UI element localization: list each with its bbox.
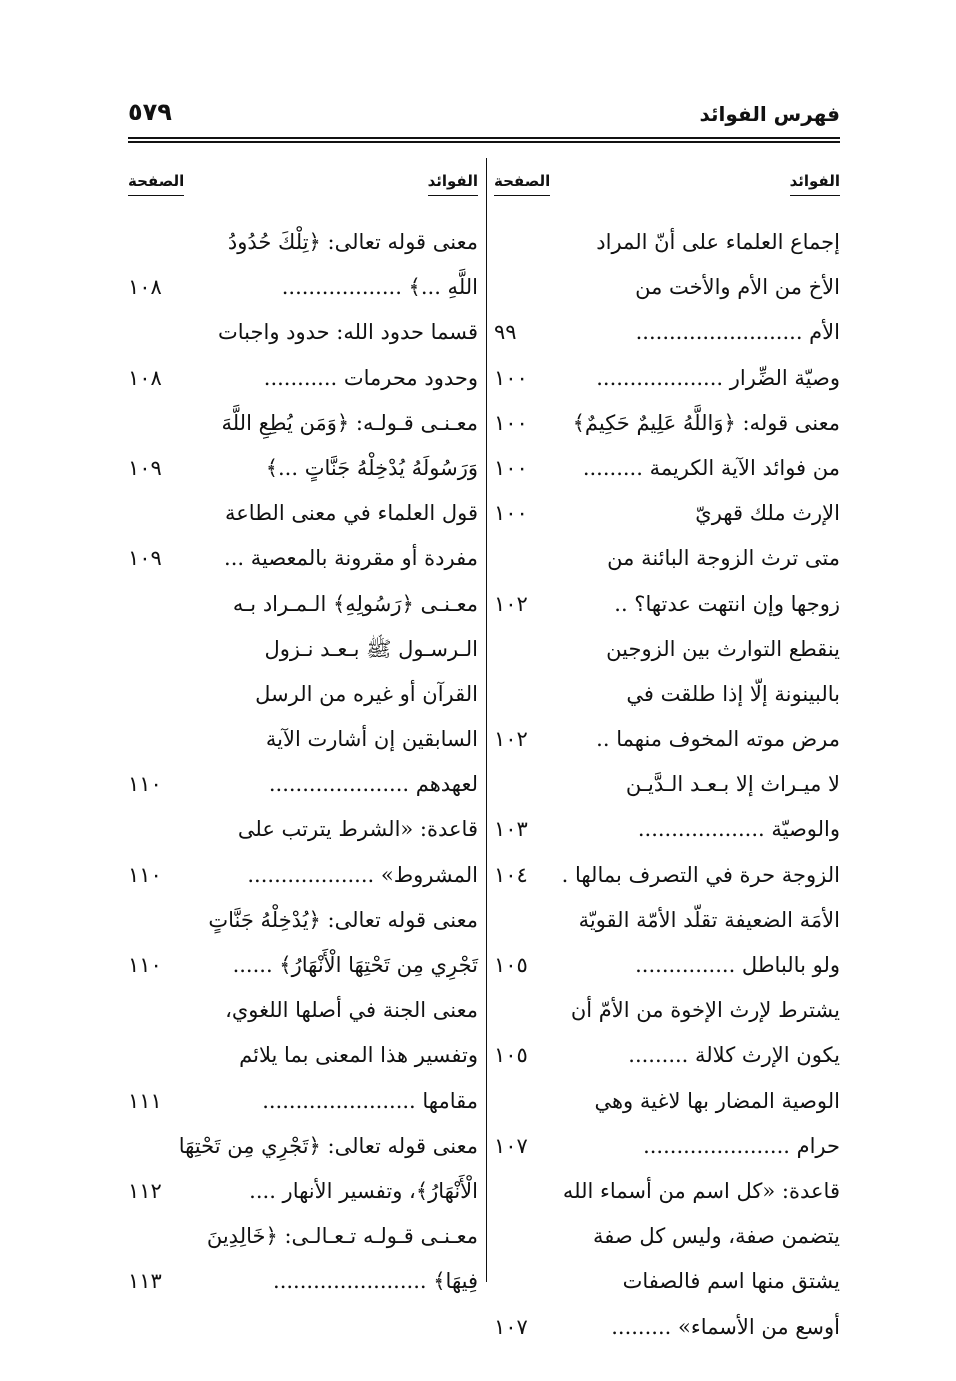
index-line (494, 898, 840, 943)
heading-topics: الفوائد (790, 172, 840, 196)
entry-text: الوصية المضار بها لاغية وهي (594, 1088, 840, 1113)
entry-text: حرام ...................... (643, 1133, 840, 1158)
entry-text: فِيهَا﴾ ....................... (273, 1269, 478, 1294)
entry-text: قاعدة: «كل اسم من أسماء الله (562, 1178, 840, 1203)
index-line (128, 446, 478, 491)
index-column-left (128, 166, 478, 1294)
entry-text: زوجها وإن انتهت عدتها؟ .. (614, 591, 840, 616)
entry-text: وحدود محرمات ........... (263, 365, 478, 390)
entry-page-number: ١١٢ (128, 1178, 162, 1203)
index-line (494, 401, 840, 446)
entry-text: يكون الإرث كلالة ......... (628, 1043, 840, 1068)
index-line (128, 582, 478, 627)
entry-text: مقامها ....................... (262, 1088, 478, 1113)
index-line (494, 717, 840, 762)
entry-text: قول العلماء في معنى الطاعة (225, 501, 478, 526)
entry-text: وَرَسُولَهُ يُدْخِلْهُ جَنَّاتٍ ...﴾ (265, 455, 478, 480)
index-column-right (494, 166, 840, 1339)
index-line (128, 265, 478, 310)
entry-page-number: ١٠٤ (494, 862, 528, 887)
entry-text: لعهدهم ..................... (268, 772, 478, 797)
index-line (128, 220, 478, 265)
entry-page-number: ١٠٥ (494, 1043, 528, 1068)
index-line (494, 491, 840, 536)
entry-text: ينقطع التوارث بين الزوجين (606, 636, 840, 661)
entry-page-number: ١١١ (128, 1088, 162, 1113)
index-line (494, 807, 840, 852)
entry-page-number: ١٠٢ (494, 727, 528, 752)
index-line (494, 1169, 840, 1214)
index-line (128, 762, 478, 807)
heading-page: الصفحة (128, 172, 184, 196)
entry-text: السابقين إن أشارت الآية (265, 727, 478, 752)
index-line (128, 310, 478, 355)
index-line (128, 1169, 478, 1214)
index-line (494, 1033, 840, 1078)
entry-text: الإرث ملك قهريّ (695, 501, 840, 526)
entry-text: قاعدة: «الشرط يترتب على (237, 817, 478, 842)
index-line (128, 1214, 478, 1259)
entry-text: متى ترث الزوجة البائنة من (607, 546, 840, 571)
entry-text: الأم ......................... (635, 320, 840, 345)
entry-text: مفردة أو مقرونة بالمعصية ... (224, 546, 478, 571)
page-title: فهرس الفوائد (699, 102, 840, 126)
index-line (128, 988, 478, 1033)
entry-text: معنى الجنة في أصلها اللغوي، (225, 998, 478, 1023)
entry-page-number: ١١٠ (128, 862, 162, 887)
entry-text: أوسع من الأسماء» ......... (611, 1314, 840, 1339)
heading-page: الصفحة (494, 172, 550, 196)
column-heading (128, 166, 478, 204)
entry-text: القرآن أو غيره من الرسل (255, 681, 478, 706)
entry-text: وصيّة الضِّرار ................... (596, 365, 840, 390)
entry-text: الأمَة الضعيفة تقلّد الأمّة القويّة (578, 907, 840, 932)
entry-page-number: ١١٣ (128, 1269, 162, 1294)
index-line (128, 898, 478, 943)
index-line (494, 762, 840, 807)
page-header (128, 98, 840, 132)
index-line (494, 1124, 840, 1169)
header-rule-top (128, 137, 840, 139)
page-number: ٥٧٩ (128, 98, 172, 126)
entry-page-number: ١٠٠ (494, 455, 528, 480)
entry-text: وتفسير هذا المعنى بما يلائم (239, 1043, 478, 1068)
index-entries (494, 220, 840, 1350)
entry-text: بالبينونة إلّا إذا طلقت في (626, 681, 840, 706)
index-line (494, 1079, 840, 1124)
entry-page-number: ٩٩ (494, 320, 517, 345)
entry-text: والوصيّة ................... (637, 817, 840, 842)
entry-page-number: ١٠٢ (494, 591, 528, 616)
index-line (128, 356, 478, 401)
index-line (494, 220, 840, 265)
index-line (494, 1214, 840, 1259)
entry-text: الْأَنْهَارُ﴾، وتفسير الأنهار .... (249, 1178, 478, 1203)
entry-page-number: ١٠٠ (494, 501, 528, 526)
entry-page-number: ١٠٥ (494, 953, 528, 977)
index-line (128, 536, 478, 581)
index-line (494, 265, 840, 310)
index-entries (128, 220, 478, 1305)
index-line (128, 943, 478, 988)
index-line (494, 988, 840, 1033)
entry-text: معنى قوله تعالى: ﴿تِلْكَ حُدُودُ (227, 230, 478, 254)
entry-page-number: ١٠٩ (128, 455, 162, 480)
index-line (494, 853, 840, 898)
column-heading (494, 166, 840, 204)
entry-page-number: ١١٠ (128, 772, 162, 797)
entry-text: الـرسـول ﷺ بـعـد نـزول (264, 636, 478, 661)
entry-text: قسما حدود الله: حدود واجبات (218, 320, 478, 345)
entry-page-number: ١٠٠ (494, 365, 528, 390)
entry-text: إجماع العلماء على أنّ المراد (596, 230, 840, 254)
column-divider (486, 158, 487, 1282)
heading-topics: الفوائد (428, 172, 478, 196)
entry-text: لا ميـراث إلا بـعـد الـدَّيـن (625, 772, 840, 797)
entry-page-number: ١٠٣ (494, 817, 528, 842)
index-line (128, 491, 478, 536)
entry-text: من فوائد الآية الكريمة ......... (582, 455, 840, 480)
index-line (494, 943, 840, 988)
entry-page-number: ١٠٨ (128, 275, 162, 300)
entry-page-number: ١٠٠ (494, 410, 528, 435)
index-line (494, 446, 840, 491)
index-line (128, 853, 478, 898)
index-line (128, 1259, 478, 1304)
index-line (494, 672, 840, 717)
index-line (128, 627, 478, 672)
entry-text: معـنـى قـولـه: ﴿وَمَن يُطِعِ اللَّهَ (221, 410, 478, 435)
entry-text: يتضمن صفة، وليس كل صفة (593, 1224, 840, 1249)
entry-page-number: ١١٠ (128, 953, 162, 977)
entry-text: اللَّهِ ...﴾ .................. (281, 275, 478, 300)
index-line (494, 1259, 840, 1304)
entry-text: مرض موته المخوف منهما .. (596, 727, 840, 752)
entry-text: معـنـى قـولـه تـعـالـى: ﴿خَالِدِينَ (206, 1224, 478, 1249)
index-line (128, 672, 478, 717)
entry-page-number: ١٠٧ (494, 1314, 528, 1339)
index-line (494, 536, 840, 581)
entry-text: يشترط لإرث الإخوة من الأمّ أن (570, 998, 840, 1023)
index-line (128, 717, 478, 762)
index-line (128, 401, 478, 446)
entry-text: يشتق منها اسم فالصفات (622, 1269, 840, 1294)
entry-text: معـنـى ﴿رَسُولِهِ﴾ الـمـراد بـه (232, 591, 478, 616)
entry-text: معنى قوله: ﴿وَاللَّهُ عَلِيمٌ حَكِيمٌ﴾ (572, 410, 840, 435)
entry-page-number: ١٠٨ (128, 365, 162, 390)
index-line (128, 807, 478, 852)
entry-page-number: ١٠٩ (128, 546, 162, 571)
header-rule-bottom (128, 141, 840, 143)
index-line (128, 1033, 478, 1078)
entry-text: المشروط» ................... (247, 862, 478, 887)
index-line (494, 310, 840, 355)
entry-text: معنى قوله تعالى: ﴿تَجْرِي مِن تَحْتِهَا (178, 1133, 478, 1158)
entry-text: الزوجة حرة في التصرف بمالها . (561, 862, 840, 887)
index-line (128, 1124, 478, 1169)
index-line (128, 1079, 478, 1124)
index-line (494, 356, 840, 401)
entry-text: تَجْرِي مِن تَحْتِهَا الْأَنْهَارُ﴾ ...... (232, 953, 478, 977)
entry-page-number: ١٠٧ (494, 1133, 528, 1158)
index-line (494, 1305, 840, 1350)
entry-text: معنى قوله تعالى: ﴿يُدْخِلْهُ جَنَّاتٍ (208, 907, 478, 932)
index-line (494, 627, 840, 672)
index-line (494, 582, 840, 627)
entry-text: ولو بالباطل ............... (635, 953, 840, 977)
entry-text: الأخ من الأم والأخت من (635, 275, 840, 300)
